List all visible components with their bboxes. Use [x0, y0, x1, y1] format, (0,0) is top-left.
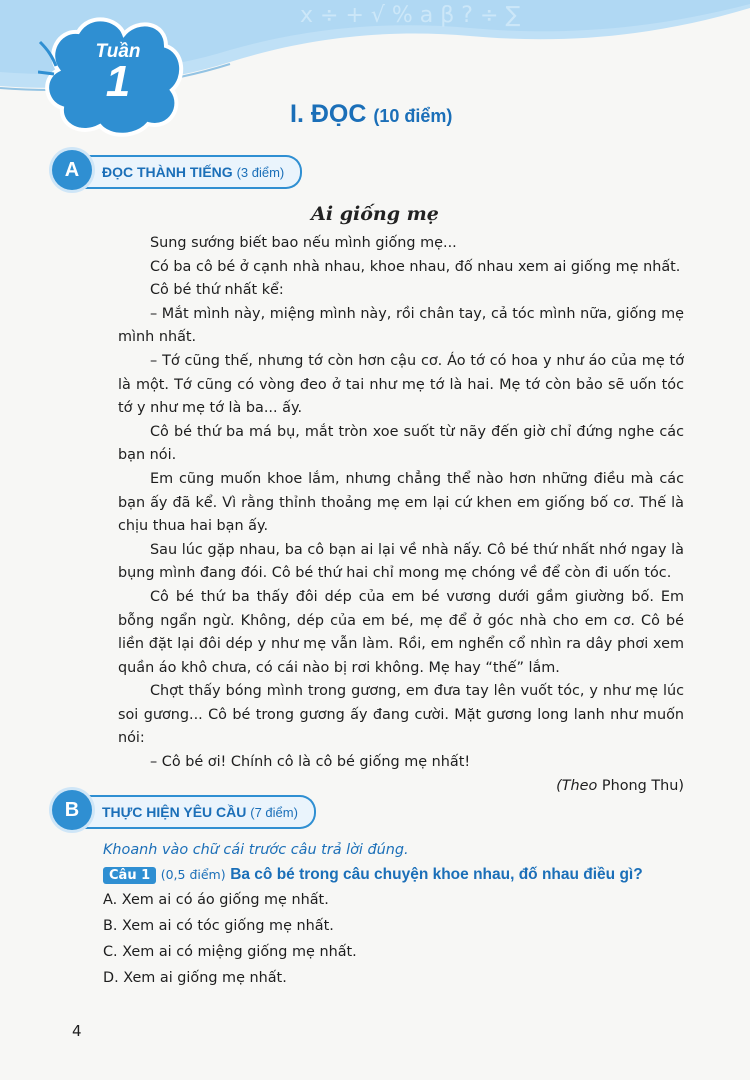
story-paragraph: – Cô bé ơi! Chính cô là cô bé giống mẹ nhất! — [150, 754, 471, 771]
question-area — [103, 842, 693, 995]
story-paragraph: – Tớ cũng thế, nhưng tớ còn hơn cậu cơ. Áo tớ có hoa y như áo của mẹ tớ là một. Tớ cũng có vòng đeo ở tai như mẹ tớ là hai. Mẹ tớ còn bảo sẽ uốn tóc tớ y như mẹ tớ là ba... ấy. — [118, 352, 684, 417]
question-tag: Câu 1 — [103, 867, 156, 884]
week-label: Tuần — [95, 41, 141, 62]
question-text: Ba cô bé trong câu chuyện khoe nhau, đố nhau điều gì? — [230, 866, 643, 883]
section-b-points: (7 điểm) — [250, 805, 298, 820]
answer-options — [103, 891, 693, 987]
answer-option-b[interactable]: B. Xem ai có tóc giống mẹ nhất. — [103, 918, 334, 934]
svg-text:x ÷ + √ % a β ? ÷ ∑: x ÷ + √ % a β ? ÷ ∑ — [300, 3, 521, 28]
story-title: Ai giống mẹ — [311, 203, 439, 225]
section-a-letter: A — [52, 150, 92, 190]
section-a-points: (3 điểm) — [236, 165, 285, 180]
section-b-title: THỰC HIỆN YÊU CẦU — [102, 804, 247, 820]
source-prefix: (Theo — [556, 777, 598, 794]
part-points: (10 điểm) — [373, 106, 453, 126]
part-title — [290, 100, 452, 129]
part-title-text: I. ĐỌC — [290, 100, 367, 128]
story-paragraph: – Mắt mình này, miệng mình này, rồi chân tay, cả tóc mình nữa, giống mẹ mình nhất. — [118, 305, 684, 346]
question-points: (0,5 điểm) — [160, 867, 226, 882]
answer-option-c[interactable]: C. Xem ai có miệng giống mẹ nhất. — [103, 944, 357, 960]
story-paragraph: Cô bé thứ ba má bụ, mắt tròn xoe suốt từ nãy đến giờ chỉ đứng nghe các bạn nói. — [118, 423, 684, 464]
story-paragraph: Sung sướng biết bao nếu mình giống mẹ... — [150, 235, 457, 251]
story-paragraph: Chợt thấy bóng mình trong gương, em đưa tay lên vuốt tóc, y như mẹ lúc soi gương... Cô bé trong gương ấy đang cười. Mặt gương long lanh như muốn nói: — [118, 683, 684, 747]
week-label-group — [70, 41, 166, 106]
story-body — [118, 232, 684, 798]
page-number: 4 — [72, 1022, 82, 1040]
story-paragraph: Em cũng muốn khoe lắm, nhưng chẳng thể nào hơn những điều mà các bạn ấy đã kể. Vì rằng thỉnh thoảng mẹ em lại cứ khen em giống bố cơ. Thế là chịu thua hai bạn ấy. — [118, 470, 684, 535]
instruction: Khoanh vào chữ cái trước câu trả lời đúng. — [103, 842, 409, 858]
story-paragraph: Sau lúc gặp nhau, ba cô bạn ai lại về nhà nấy. Cô bé thứ nhất nhớ ngay là bụng mình đang đói. Cô bé thứ hai chỉ mong mẹ chóng về để còn đi uốn tóc. — [118, 541, 684, 582]
question-1 — [103, 866, 693, 884]
story-paragraph: Cô bé thứ nhất kể: — [150, 282, 284, 299]
answer-option-d[interactable]: D. Xem ai giống mẹ nhất. — [103, 970, 287, 986]
section-a-title-pill — [78, 155, 302, 189]
story-paragraph: Có ba cô bé ở cạnh nhà nhau, khoe nhau, đố nhau xem ai giống mẹ nhất. — [150, 258, 681, 275]
section-b-title-pill — [78, 795, 316, 829]
source-author: Phong Thu) — [601, 777, 684, 794]
week-number: 1 — [105, 57, 131, 106]
answer-option-a[interactable]: A. Xem ai có áo giống mẹ nhất. — [103, 892, 329, 908]
story-paragraph: Cô bé thứ ba thấy đôi dép của em bé vương dưới gầm giường bố. Em bỗng ngẩn ngừ. Không, dép của em bé, mẹ để ở góc nhà cho em cơ. Cô bé liền đặt lại đôi dép y như mẹ vẫn làm. Rồi, em nghển cổ nhìn ra dây phơi xem quần áo khô chưa, có cái nào bị rơi không. Mẹ hay “thế” lắm. — [118, 588, 684, 676]
section-b-letter: B — [52, 790, 92, 830]
section-a-title: ĐỌC THÀNH TIẾNG — [102, 164, 233, 180]
